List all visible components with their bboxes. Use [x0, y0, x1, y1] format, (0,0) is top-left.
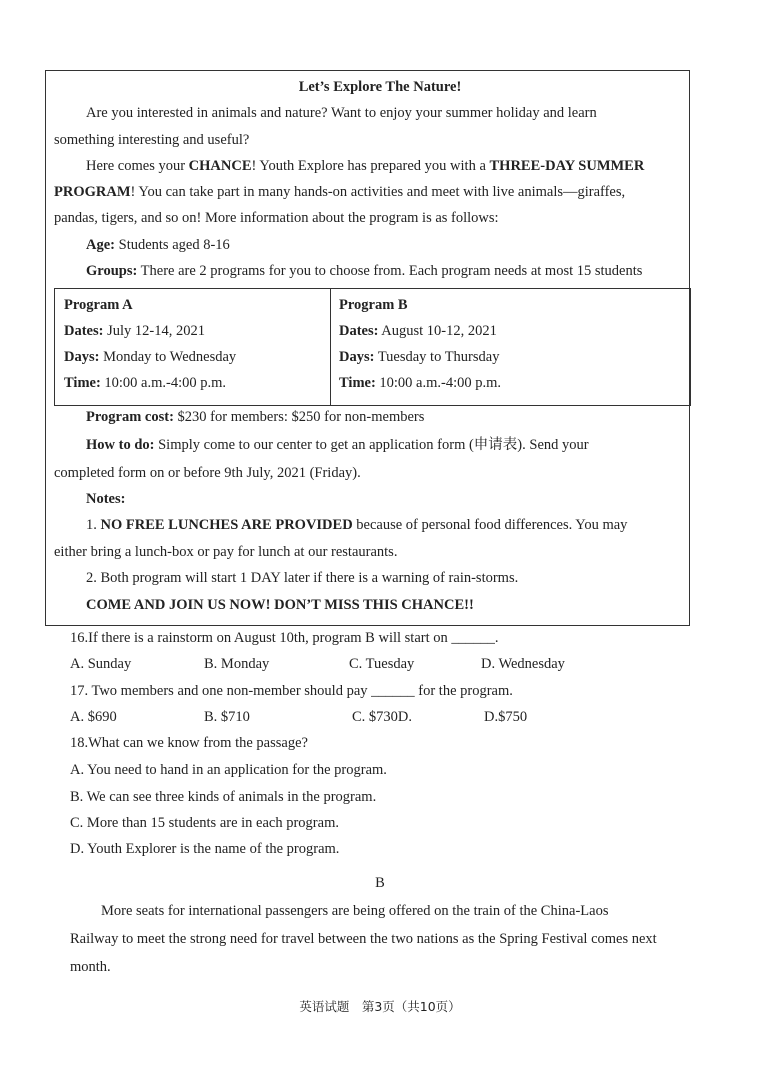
cost-value: $230 for members: $250 for non-members — [173, 409, 425, 425]
howto-value: Simply come to our center to get an application form (申请表). Send your — [154, 437, 589, 453]
question-16: 16.If there is a rainstorm on August 10th, program B will start on ______. — [70, 630, 499, 646]
time-label: Time: — [339, 375, 376, 391]
dates-label: Dates: — [64, 323, 104, 339]
program-a-dates — [64, 321, 205, 341]
paragraph-2-line-1 — [86, 156, 644, 176]
p2-text-b: ! Youth Explore has prepared you with a — [251, 158, 490, 174]
age-value: Students aged 8-16 — [115, 237, 230, 253]
cost-label: Program cost: — [86, 409, 174, 425]
dates-value: July 12-14, 2021 — [103, 323, 205, 339]
section-b-line-2: Railway to meet the strong need for travel between the two nations as the Spring Festival comes next — [70, 931, 657, 947]
q18-option-b: B. We can see three kinds of animals in the program. — [70, 789, 377, 805]
groups-line — [86, 261, 642, 281]
page-footer: 英语试题 第3页（共10页） — [299, 999, 461, 1014]
program-a-time — [64, 373, 226, 393]
q17-option-c: C. $730D. — [352, 709, 413, 725]
question-17: 17. Two members and one non-member should pay ______ for the program. — [70, 683, 513, 699]
section-b-line-3: month. — [70, 959, 111, 975]
q16-option-c: C. Tuesday — [349, 656, 415, 672]
intro-line-1: Are you interested in animals and nature? Want to enjoy your summer holiday and learn — [86, 105, 597, 121]
section-b-line-1: More seats for international passengers are being offered on the train of the China-Laos — [101, 903, 609, 919]
p2-program-2: PROGRAM — [54, 184, 131, 200]
q16-option-b: B. Monday — [204, 656, 270, 672]
note-2: 2. Both program will start 1 DAY later if there is a warning of rain-storms. — [86, 570, 519, 586]
closing-line: COME AND JOIN US NOW! DON’T MISS THIS CHANCE!! — [86, 597, 474, 613]
note-1-text: because of personal food differences. You may — [352, 517, 628, 533]
howto-line-2: completed form on or before 9th July, 2021 (Friday). — [54, 465, 361, 481]
program-a-cell — [55, 289, 331, 405]
program-b-time — [339, 373, 501, 393]
program-b-dates — [339, 321, 497, 341]
days-label: Days: — [339, 349, 375, 365]
q16-option-d: D. Wednesday — [481, 656, 565, 672]
program-a-name: Program A — [64, 297, 133, 313]
p2-text-a: Here comes your — [86, 158, 189, 174]
groups-label: Groups: — [86, 263, 138, 279]
age-label: Age: — [86, 237, 115, 253]
program-b-days — [339, 347, 499, 367]
dates-label: Dates: — [339, 323, 379, 339]
cost-line — [86, 407, 424, 427]
howto-label: How to do: — [86, 437, 155, 453]
time-value: 10:00 a.m.-4:00 p.m. — [100, 375, 227, 391]
days-value: Monday to Wednesday — [99, 349, 237, 365]
age-line — [86, 235, 230, 255]
q17-option-a: A. $690 — [70, 709, 117, 725]
section-b-heading: B — [375, 875, 385, 891]
days-value: Tuesday to Thursday — [374, 349, 500, 365]
p2-chance: CHANCE — [188, 158, 252, 174]
p2-text-c: ! You can take part in many hands-on activities and meet with live animals—giraffes, — [130, 184, 626, 200]
intro-line-2: something interesting and useful? — [54, 132, 250, 148]
q18-option-a: A. You need to hand in an application for the program. — [70, 762, 387, 778]
paragraph-2-line-2 — [54, 182, 625, 202]
q18-option-c: C. More than 15 students are in each program. — [70, 815, 339, 831]
q17-option-b: B. $710 — [204, 709, 250, 725]
time-value: 10:00 a.m.-4:00 p.m. — [375, 375, 502, 391]
program-b-name: Program B — [339, 297, 408, 313]
note-1-number: 1. — [86, 517, 101, 533]
program-b-cell — [330, 289, 690, 405]
days-label: Days: — [64, 349, 100, 365]
time-label: Time: — [64, 375, 101, 391]
q16-option-a: A. Sunday — [70, 656, 132, 672]
question-18: 18.What can we know from the passage? — [70, 735, 308, 751]
program-table — [54, 288, 691, 406]
program-a-days — [64, 347, 236, 367]
paragraph-2-line-3: pandas, tigers, and so on! More information about the program is as follows: — [54, 210, 499, 226]
q18-option-d: D. Youth Explorer is the name of the program. — [70, 841, 340, 857]
note-1-bold: NO FREE LUNCHES ARE PROVIDED — [100, 517, 353, 533]
groups-value: There are 2 programs for you to choose from. Each program needs at most 15 students — [137, 263, 643, 279]
q17-option-d: D.$750 — [484, 709, 528, 725]
note-1-line-1 — [86, 515, 627, 535]
notes-label: Notes: — [86, 491, 126, 507]
p2-program-1: THREE-DAY SUMMER — [489, 158, 645, 174]
notice-title: Let’s Explore The Nature! — [298, 79, 462, 95]
dates-value: August 10-12, 2021 — [378, 323, 497, 339]
howto-line-1 — [86, 435, 589, 455]
note-1-line-2: either bring a lunch-box or pay for lunch at our restaurants. — [54, 544, 398, 560]
